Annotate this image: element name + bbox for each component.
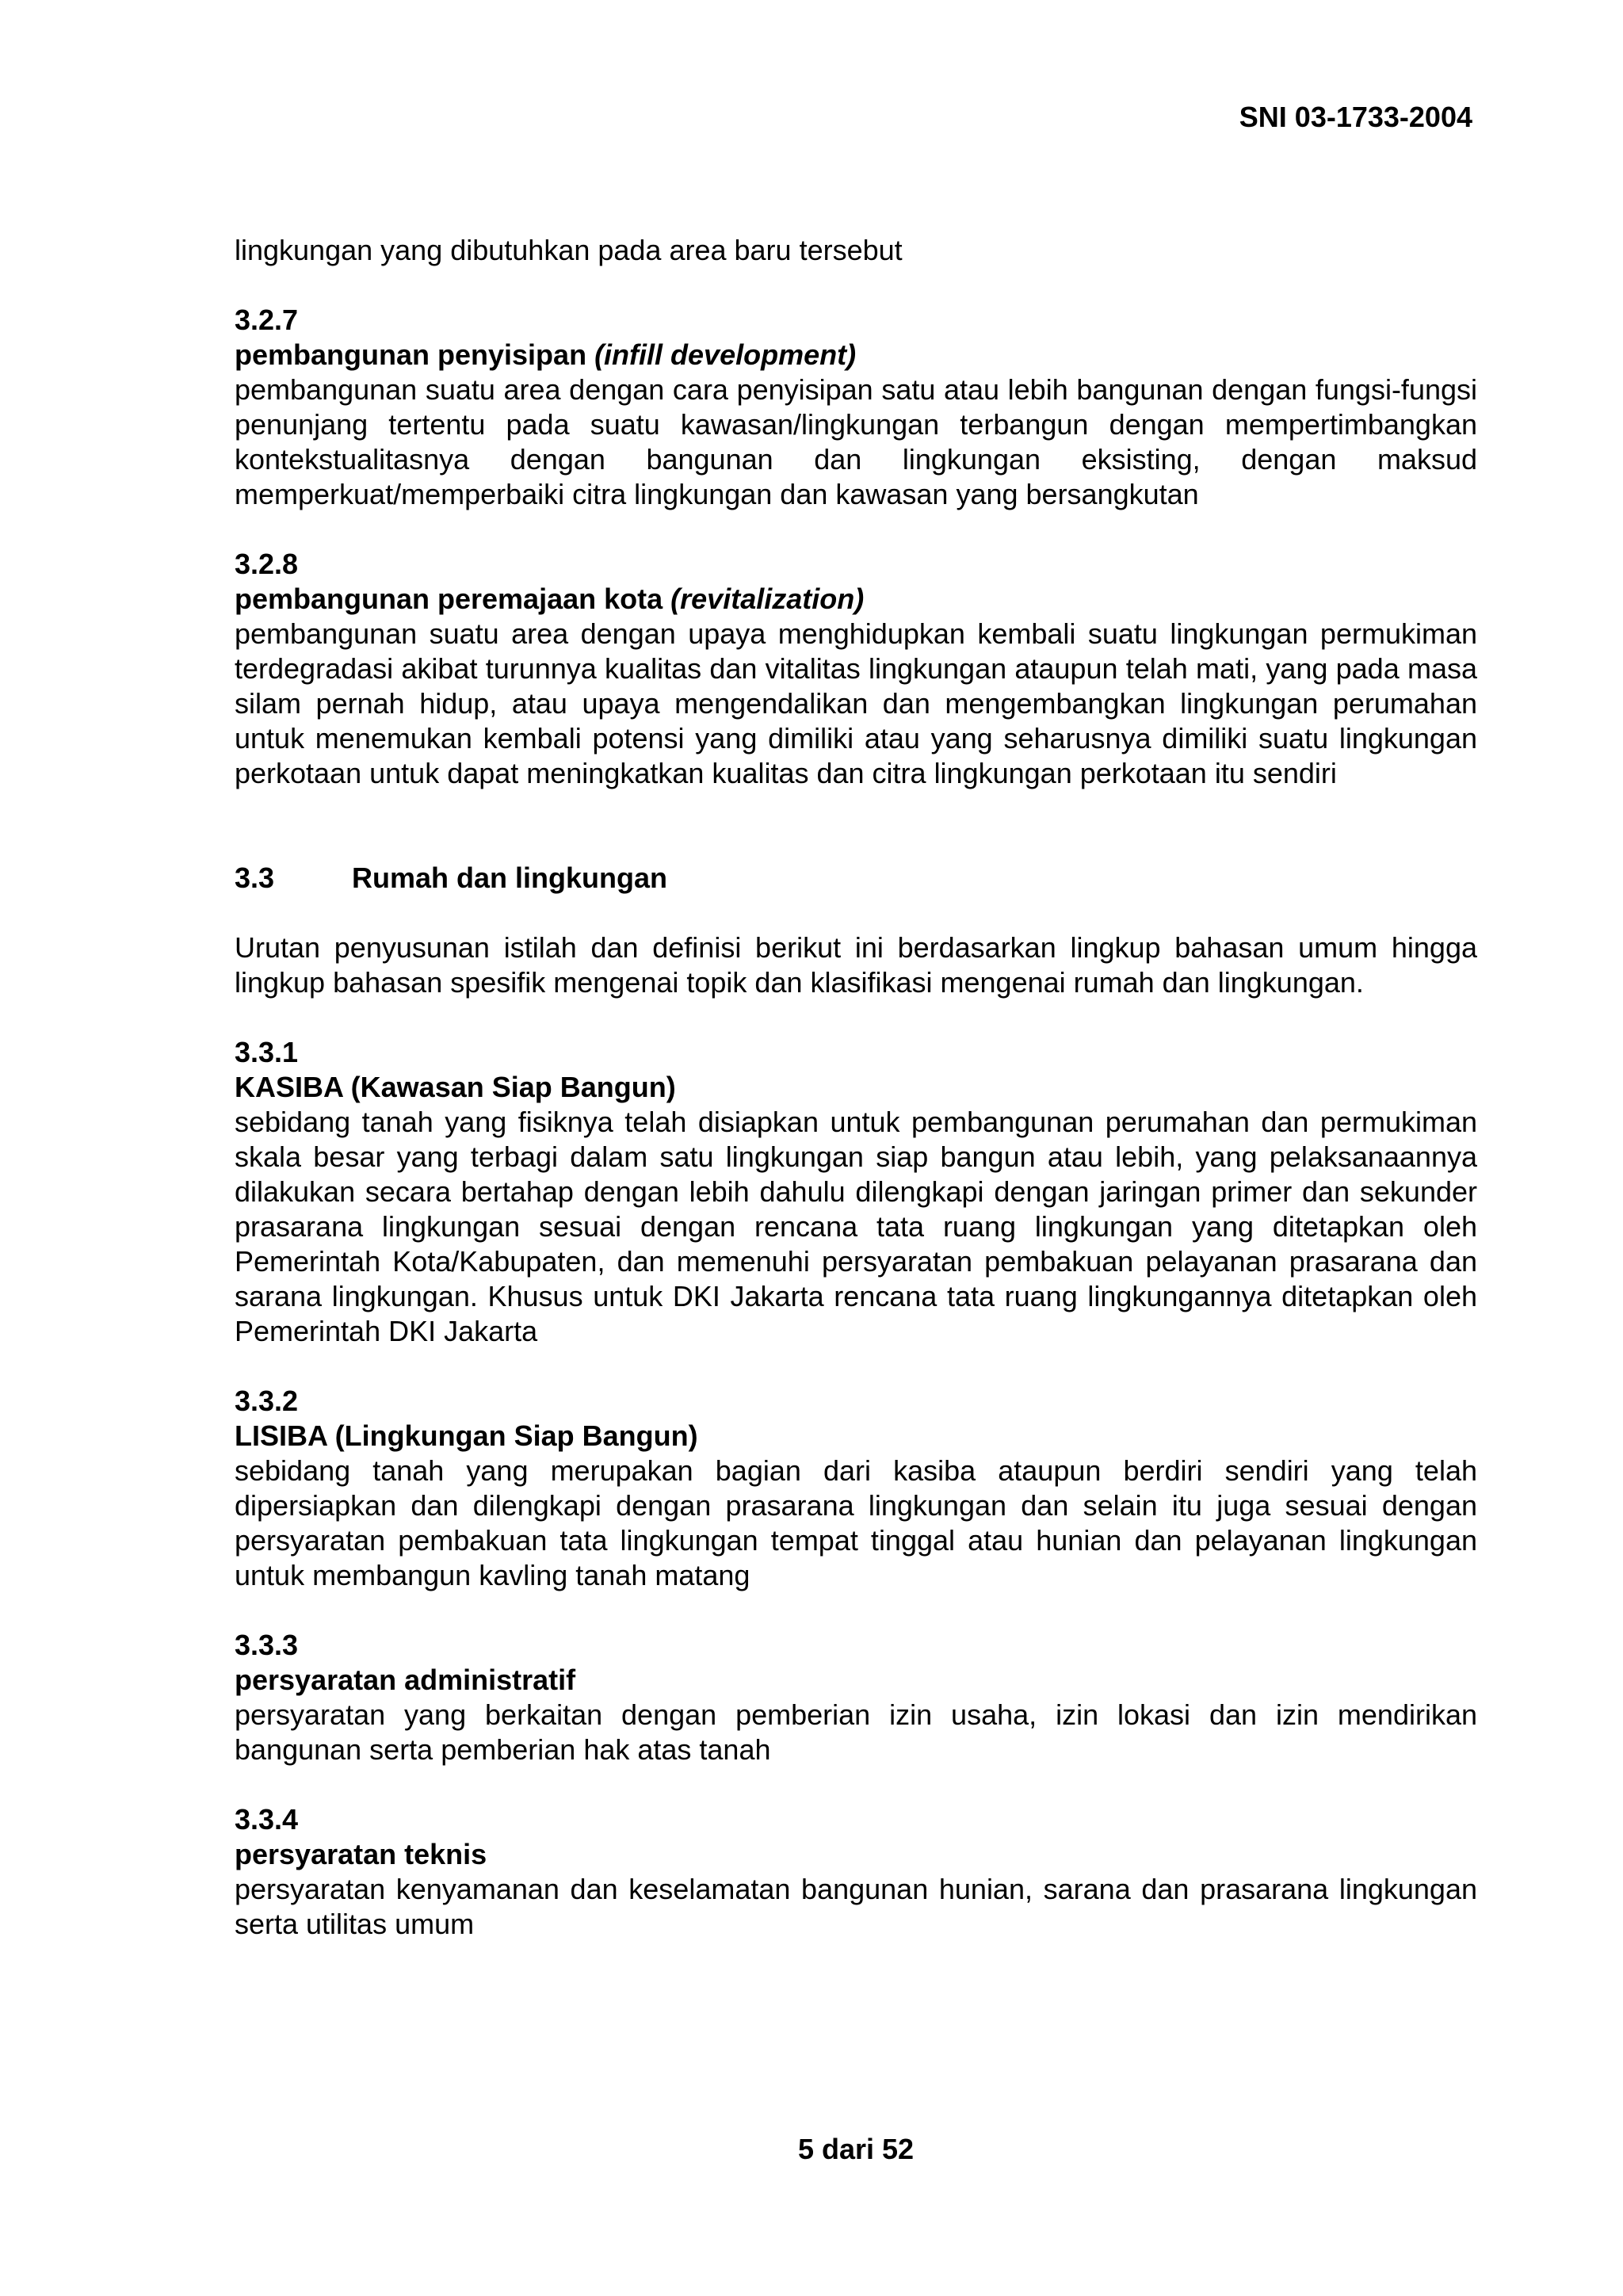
entry-term-english: (infill development) [594, 338, 857, 371]
definition-entry-3-3-2 [235, 1384, 1477, 1593]
entry-term: KASIBA (Kawasan Siap Bangun) [235, 1071, 676, 1103]
entry-term-english: (revitalization) [670, 583, 865, 615]
section-heading-3-3 [235, 861, 1477, 896]
entry-term-text: pembangunan peremajaan kota [235, 583, 671, 615]
entry-term: LISIBA (Lingkungan Siap Bangun) [235, 1419, 698, 1452]
entry-term: persyaratan teknis [235, 1838, 487, 1870]
definition-entry-3-2-8 [235, 547, 1477, 791]
entry-term [235, 582, 1477, 617]
entry-number: 3.2.7 [235, 304, 299, 336]
entry-term-text: pembangunan penyisipan [235, 338, 595, 371]
definition-entry-3-3-1 [235, 1035, 1477, 1349]
document-code: SNI 03-1733-2004 [1239, 101, 1472, 133]
section-number: 3.3 [235, 861, 275, 894]
definition-entry-3-3-3 [235, 1628, 1477, 1767]
entry-definition: pembangunan suatu area dengan upaya menghidupkan kembali suatu lingkungan permukiman terdegradasi akibat turunnya kualitas dan vitalitas lingkungan ataupun telah mati, yang pada masa silam pernah hidup, atau upaya mengendalikan dan mengembangkan lingkungan perumahan untuk menemukan kembali potensi yang dimiliki atau yang seharusnya dimiliki suatu lingkungan perkotaan untuk dapat meningkatkan kualitas dan citra lingkungan perkotaan itu sendiri [235, 617, 1477, 789]
section-title: Rumah dan lingkungan [352, 861, 668, 894]
document-body [235, 233, 1477, 1942]
definition-entry-3-3-4 [235, 1802, 1477, 1942]
entry-number: 3.2.8 [235, 548, 299, 580]
definition-entry-3-2-7 [235, 303, 1477, 512]
entry-definition: persyaratan kenyamanan dan keselamatan bangunan hunian, sarana dan prasarana lingkungan serta utilitas umum [235, 1873, 1477, 1940]
entry-number: 3.3.3 [235, 1629, 299, 1661]
entry-term [235, 338, 1477, 372]
continuation-line: lingkungan yang dibutuhkan pada area baru tersebut [235, 234, 903, 266]
entry-number: 3.3.1 [235, 1036, 299, 1068]
entry-definition: sebidang tanah yang merupakan bagian dari kasiba ataupun berdiri sendiri yang telah dipersiapkan dan dilengkapi dengan prasarana lingkungan dan selain itu juga sesuai dengan persyaratan pembakuan tata lingkungan tempat tinggal atau hunian dan pelayanan lingkungan untuk membangun kavling tanah matang [235, 1454, 1477, 1591]
entry-number: 3.3.4 [235, 1803, 299, 1836]
entry-definition: pembangunan suatu area dengan cara penyisipan satu atau lebih bangunan dengan fungsi-fungsi penunjang tertentu pada suatu kawasan/lingkungan terbangun dengan mempertimbangkan kontekstualitasnya dengan bangunan dan lingkungan eksisting, dengan maksud memperkuat/memperbaiki citra lingkungan dan kawasan yang bersangkutan [235, 373, 1477, 510]
entry-term: persyaratan administratif [235, 1664, 576, 1696]
page-number: 5 dari 52 [797, 2133, 915, 2165]
section-intro: Urutan penyusunan istilah dan definisi berikut ini berdasarkan lingkup bahasan umum hingga lingkup bahasan spesifik mengenai topik dan klasifikasi mengenai rumah dan lingkungan. [235, 931, 1477, 999]
entry-definition: persyaratan yang berkaitan dengan pemberian izin usaha, izin lokasi dan izin mendirikan bangunan serta pemberian hak atas tanah [235, 1698, 1477, 1766]
entry-number: 3.3.2 [235, 1385, 299, 1417]
entry-definition: sebidang tanah yang fisiknya telah disiapkan untuk pembangunan perumahan dan permukiman skala besar yang terbagi dalam satu lingkungan siap bangun atau lebih, yang pelaksanaannya dilakukan secara bertahap dengan lebih dahulu dilengkapi dengan jaringan primer dan sekunder prasarana lingkungan sesuai dengan rencana tata ruang lingkungan yang ditetapkan oleh Pemerintah Kota/Kabupaten, dan memenuhi persyaratan pembakuan pelayanan prasarana dan sarana lingkungan. Khusus untuk DKI Jakarta rencana tata ruang lingkungannya ditetapkan oleh Pemerintah DKI Jakarta [235, 1106, 1477, 1347]
